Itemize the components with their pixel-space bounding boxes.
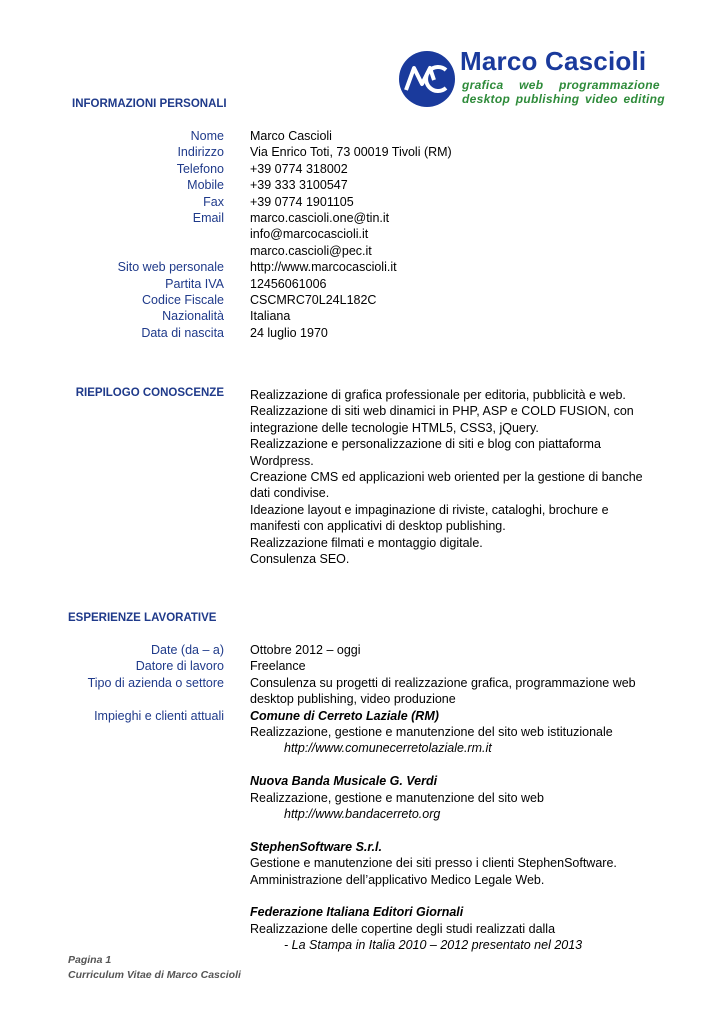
client-name: StephenSoftware S.r.l. xyxy=(250,839,382,854)
logo-tagline-2: desktop publishing video editing xyxy=(462,92,665,106)
skills-line: Ideazione layout e impaginazione di riviste, cataloghi, brochure e xyxy=(250,502,609,517)
label-sito-web: Sito web personale xyxy=(117,260,224,275)
value-nazionalita: Italiana xyxy=(250,309,291,324)
personal-labels xyxy=(118,128,224,341)
client-name: Comune di Cerreto Laziale (RM) xyxy=(250,708,439,723)
value-indirizzo: Via Enrico Toti, 73 00019 Tivoli (RM) xyxy=(250,145,452,160)
value-email-1: marco.cascioli.one@tin.it xyxy=(250,210,390,225)
skills-line: manifesti con applicativi di desktop publishing. xyxy=(250,519,506,534)
value-sito-web: http://www.marcocascioli.it xyxy=(250,260,397,275)
value-type: desktop publishing, video produzione xyxy=(250,692,456,707)
skills-line: Creazione CMS ed applicazioni web oriented per la gestione di banche xyxy=(250,470,643,485)
client-desc: Realizzazione, gestione e manutenzione del sito web istituzionale xyxy=(250,725,613,740)
label-empty xyxy=(118,243,224,259)
label-partita-iva: Partita IVA xyxy=(165,276,224,291)
value-codice-fiscale: CSCMRC70L24L182C xyxy=(250,292,377,307)
label-clients: Impieghi e clienti attuali xyxy=(94,708,224,723)
logo-name: Marco Cascioli xyxy=(460,46,647,76)
label-nome: Nome xyxy=(190,129,224,143)
label-type: Tipo di azienda o settore xyxy=(87,675,224,690)
mc-logo-icon xyxy=(398,50,456,108)
client-note: - La Stampa in Italia 2010 – 2012 presentato nel 2013 xyxy=(284,938,583,953)
section-heading-skills: RIEPILOGO CONOSCENZE xyxy=(75,387,224,399)
experience-labels xyxy=(88,642,224,724)
skills-line: Realizzazione e personalizzazione di siti e blog con piattaforma xyxy=(250,437,601,452)
logo xyxy=(398,46,665,110)
label-employer: Datore di lavoro xyxy=(135,659,224,674)
label-email: Email xyxy=(192,210,224,225)
skills-line: dati condivise. xyxy=(250,486,330,501)
client-desc: Gestione e manutenzione dei siti presso i clienti StephenSoftware. xyxy=(250,856,617,871)
label-codice-fiscale: Codice Fiscale xyxy=(142,292,224,307)
client-url[interactable]: http://www.comunecerretolaziale.rm.it xyxy=(284,741,492,756)
label-dates: Date (da – a) xyxy=(151,643,224,657)
value-email-2: info@marcocascioli.it xyxy=(250,227,369,242)
value-telefono: +39 0774 318002 xyxy=(250,161,348,176)
page-number: Pagina 1 xyxy=(68,954,112,966)
skills-line: integrazione delle tecnologie HTML5, CSS3, jQuery. xyxy=(250,420,539,435)
skills-line: Realizzazione di grafica professionale per editoria, pubblicità e web. xyxy=(250,388,626,402)
section-heading-personal: INFORMAZIONI PERSONALI xyxy=(72,98,227,110)
value-dates: Ottobre 2012 – oggi xyxy=(250,643,361,657)
personal-values xyxy=(250,128,650,341)
client-desc: Realizzazione delle copertine degli studi realizzati dalla xyxy=(250,921,556,936)
value-data-nascita: 24 luglio 1970 xyxy=(250,325,328,340)
skills-line: Wordpress. xyxy=(250,453,314,468)
label-telefono: Telefono xyxy=(176,161,224,176)
value-partita-iva: 12456061006 xyxy=(250,276,327,291)
label-mobile: Mobile xyxy=(187,178,224,193)
label-data-nascita: Data di nascita xyxy=(141,325,224,340)
client-name: Nuova Banda Musicale G. Verdi xyxy=(250,774,438,789)
experience-values xyxy=(250,642,670,954)
value-email-3: marco.cascioli@pec.it xyxy=(250,243,372,258)
value-mobile: +39 333 3100547 xyxy=(250,178,348,193)
logo-tagline-1: grafica web programmazione xyxy=(462,78,660,92)
label-fax: Fax xyxy=(203,194,224,209)
skills-line: Realizzazione di siti web dinamici in PHP, ASP e COLD FUSION, con xyxy=(250,404,634,419)
section-heading-experience: ESPERIENZE LAVORATIVE xyxy=(68,612,217,624)
client-url[interactable]: http://www.bandacerreto.org xyxy=(284,807,441,822)
label-nazionalita: Nazionalità xyxy=(162,309,224,324)
label-empty xyxy=(118,226,224,242)
document-title: Curriculum Vitae di Marco Cascioli xyxy=(68,969,241,981)
skills-text xyxy=(250,387,650,567)
client-desc: Realizzazione, gestione e manutenzione del sito web xyxy=(250,790,544,805)
value-fax: +39 0774 1901105 xyxy=(250,194,354,209)
value-nome: Marco Cascioli xyxy=(250,129,332,143)
value-employer: Freelance xyxy=(250,659,306,674)
page-footer xyxy=(68,953,241,983)
label-indirizzo: Indirizzo xyxy=(177,145,224,160)
client-desc: Amministrazione dell’applicativo Medico Legale Web. xyxy=(250,872,545,887)
client-name: Federazione Italiana Editori Giornali xyxy=(250,905,464,920)
skills-line: Consulenza SEO. xyxy=(250,552,350,567)
skills-line: Realizzazione filmati e montaggio digitale. xyxy=(250,535,483,550)
value-type: Consulenza su progetti di realizzazione grafica, programmazione web xyxy=(250,675,636,690)
